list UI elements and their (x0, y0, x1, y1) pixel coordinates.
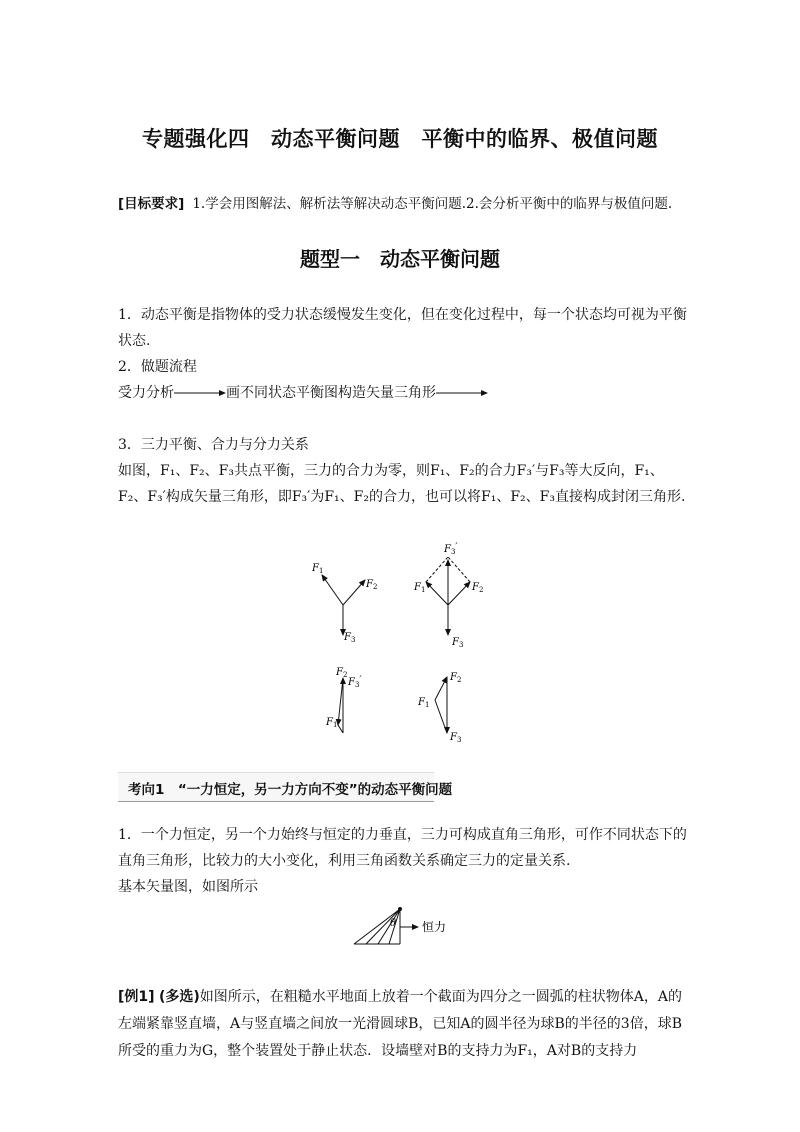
process-flow (118, 380, 688, 406)
svg-text:F3′: $F_3'$ (348, 675, 362, 689)
svg-text:F3: $F_3$ (450, 732, 462, 744)
svg-text:F1: $F_1$ (418, 697, 430, 709)
parallelogram-figure (413, 542, 483, 649)
flow-arrow-icon (436, 388, 488, 398)
svg-text:F1: $F_1$ (326, 717, 338, 729)
multi-select-tag: (多选) (159, 989, 200, 1005)
svg-text:F2: $F_2$ (336, 667, 348, 679)
paragraph-three-force-heading: 3．三力平衡、合力与分力关系 (118, 437, 309, 453)
svg-text:F2: $F_2$ (366, 579, 378, 591)
svg-text:F3: $F_3$ (452, 637, 464, 649)
vector-triangle-figure-1 (325, 667, 362, 733)
kaoxiang-heading: 考向1 “一力恒定，另一力方向不变”的动态平衡问题 (128, 782, 453, 798)
kaoxiang-heading-bar (118, 772, 453, 802)
goal-requirements (118, 192, 672, 212)
svg-text:F3: $F_3$ (344, 632, 356, 644)
svg-text:F2: $F_2$ (450, 672, 462, 684)
flow-step-2: 画不同状态平衡图构造矢量三角形 (226, 385, 436, 401)
paragraph-basic-vector-diagram: 基本矢量图，如图所示 (118, 879, 258, 895)
page-title: 专题强化四 动态平衡问题 平衡中的临界、极值问题 (142, 127, 658, 151)
flow-step-1: 受力分析 (118, 385, 174, 401)
svg-text:F3′: $F_3'$ (444, 542, 458, 556)
svg-text:F1: $F_1$ (414, 582, 426, 594)
svg-text:θ: θ (390, 918, 397, 929)
svg-text:恒力: 恒力 (422, 920, 447, 934)
svg-text:F1: $F_1$ (312, 563, 324, 575)
section-title: 题型一 动态平衡问题 (300, 247, 500, 271)
paragraph-dynamic-balance: 1．动态平衡是指物体的受力状态缓慢发生变化，但在变化过程中，每一个状态均可视为平衡状态. (118, 307, 687, 349)
basic-vector-diagram (350, 905, 470, 947)
paragraph-three-force-explanation: 如图，F₁、F₂、F₃共点平衡，三力的合力为零，则F₁、F₂的合力F₃′与F₃等大反向，F₁、F₂、F₃′构成矢量三角形，即F₃′为F₁、F₂的合力，也可以将F₁、F₂、F₃直接构成封闭三角形. (118, 463, 686, 505)
paragraph-perpendicular-force: 1．一个力恒定，另一个力始终与恒定的力垂直，三力可构成直角三角形，可作不同状态下的直角三角形，比较力的大小变化，利用三角函数关系确定三力的定量关系. (118, 827, 687, 869)
goal-text: 1.学会用图解法、解析法等解决动态平衡问题.2.会分析平衡中的临界与极值问题. (192, 196, 673, 212)
goal-tag: [目标要求] (118, 196, 185, 212)
example-text: 如图所示，在粗糙水平地面上放着一个截面为四分之一圆弧的柱状物体A，A的左端紧靠竖直墙，A与竖直墙之间放一光滑圆球B，已知A的圆半径为球B的半径的3倍，球B所受的重力为G，整个装置处于静止状态．设墙壁对B的支持力为F₁，A对B的支持力 (118, 989, 683, 1059)
paragraph-process-heading: 2．做题流程 (118, 359, 197, 375)
example-tag: [例1] (118, 989, 155, 1005)
concurrent-forces-figure (311, 563, 377, 644)
vector-triangle-figure-2 (417, 672, 461, 744)
flow-arrow-icon (174, 388, 226, 398)
example-1 (118, 984, 688, 1065)
force-diagrams (300, 535, 520, 745)
svg-text:F2: $F_2$ (472, 582, 484, 594)
